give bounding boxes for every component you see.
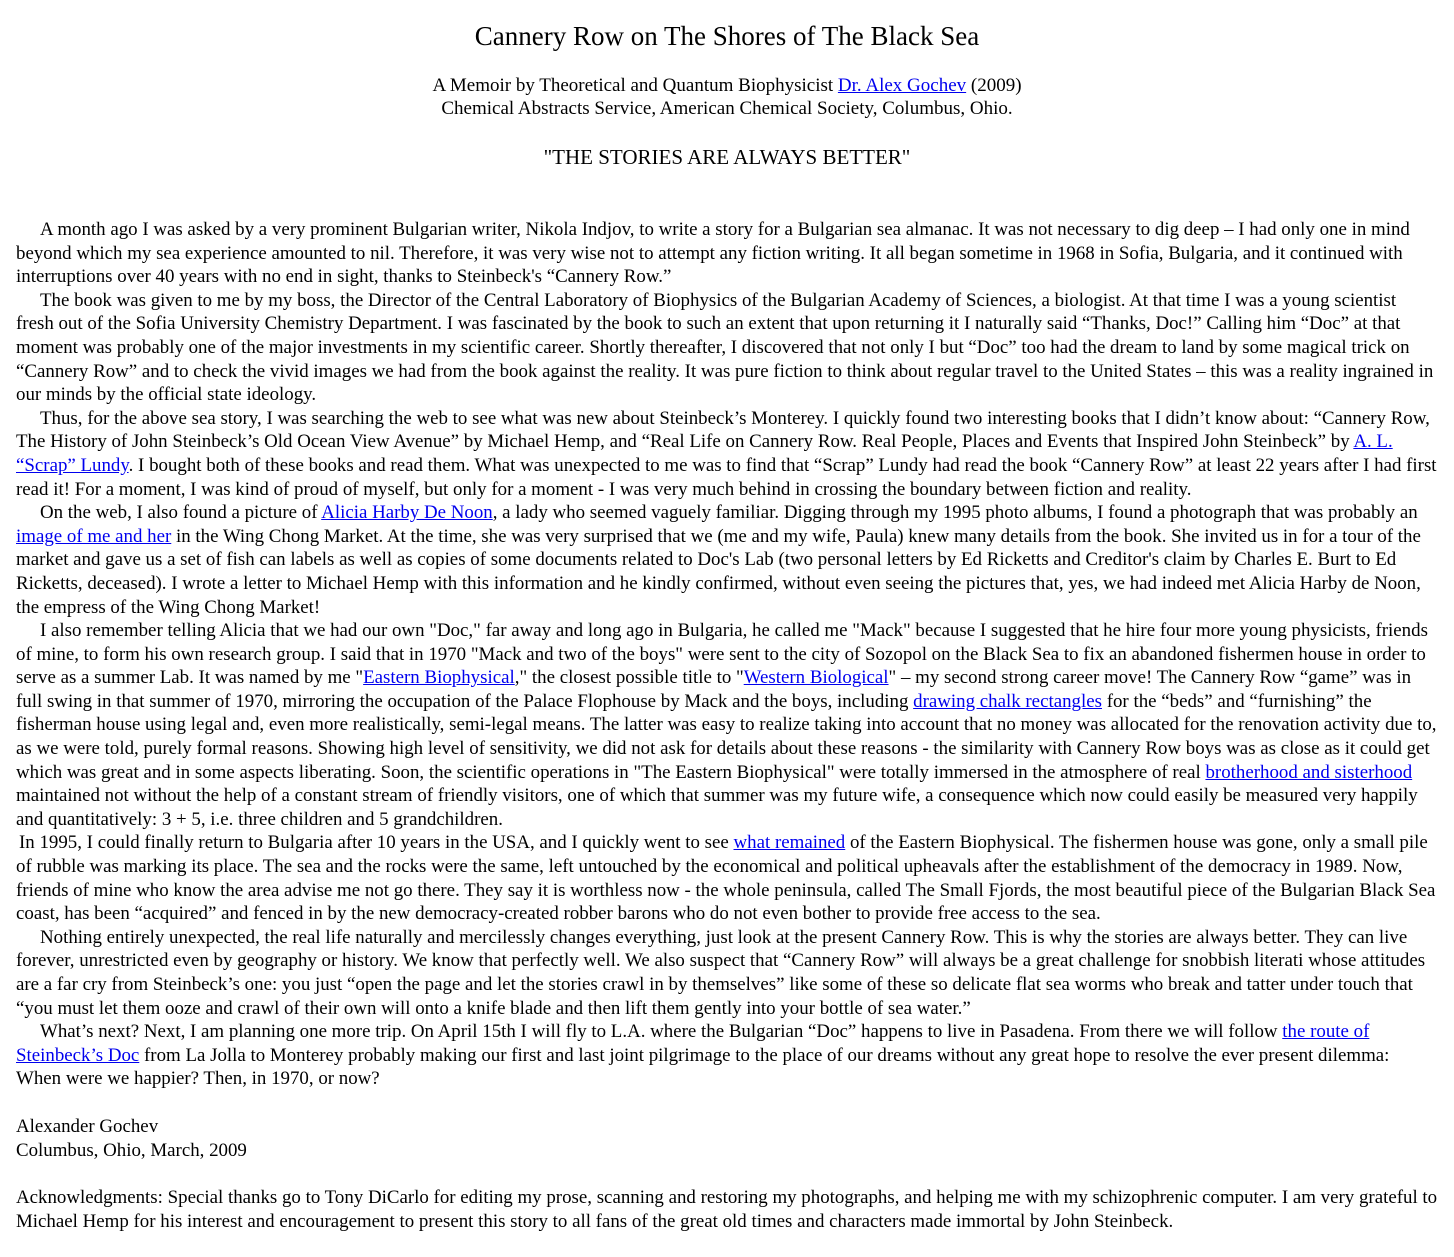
acknowledgments: Acknowledgments: Special thanks go to Tony DiCarlo for editing my prose, scanning and restoring my photographs, and helping me with my schizophrenic computer. I am very grateful to Michael Hemp for his interest and encouragement to present this story to all fans of the great old times and characters made immortal by John Steinbeck. (16, 1187, 1438, 1232)
memoir-byline (16, 74, 1438, 120)
paragraph-2: The book was given to me by my boss, the Director of the Central Laboratory of Biophysics of the Bulgarian Academy of Sciences, a biologist. At that time I was a young scientist fresh out of the Sofia University Chemistry Department. I was fascinated by the book to such an extent that upon returning it I naturally said “Thanks, Doc!” Calling him “Doc” at that moment was probably one of the major investments in my scientific career. Shortly thereafter, I discovered that not only I but “Doc” too had the dream to land by some magical trick on “Cannery Row” and to check the vivid images we had from the book against the reality. It was pure fiction to think about regular travel to the United States – this was a reality ingrained in our minds by the official state ideology. (16, 289, 1434, 406)
paragraph-8-text-a: What’s next? Next, I am planning one more trip. On April 15th I will fly to L.A. where the Bulgarian “Doc” happens to live in Pasadena. From there we will follow (40, 1021, 1283, 1043)
author-link[interactable]: Dr. Alex Gochev (837, 75, 967, 96)
paragraph-5-text-e: maintained not without the help of a constant stream of friendly visitors, one of which that summer was my future wife, a consequence which now could easily be measured very happily and quantitatively: 3 + 5, i.e. three children and 5 grandchildren. (16, 785, 1418, 830)
what-remained-link[interactable]: what remained (733, 832, 846, 854)
paragraph-5-text-b: ," the closest possible title to " (514, 667, 744, 689)
route-link[interactable]: the route of Steinbeck’s Doc (16, 1021, 1370, 1066)
paragraph-1: A month ago I was asked by a very prominent Bulgarian writer, Nikola Indjov, to write a story for a Bulgarian sea almanac. It was not necessary to dig deep – I had only one in mind beyond which my sea experience amounted to nil. Therefore, it was very wise not to attempt any fiction writing. It all began sometime in 1968 in Sofia, Bulgaria, and it continued with interruptions over 40 years with no end in sight, thanks to Steinbeck's “Cannery Row.” (16, 219, 1410, 288)
paragraph-4-text-a: On the web, I also found a picture of (40, 502, 322, 524)
paragraph-5 (16, 619, 1438, 831)
paragraph-6-text-a: In 1995, I could finally return to Bulgaria after 10 years in the USA, and I quickly went to see (19, 832, 734, 854)
memoir-body (16, 218, 1438, 1091)
byline-line (16, 74, 1438, 97)
paragraph-3-text-a: Thus, for the above sea story, I was searching the web to see what was new about Steinbeck’s Monterey. I quickly found two interesting books that I didn’t know about: “Cannery Row, The History of John Steinbeck’s Old Ocean View Avenue” by Michael Hemp, and “Real Life on Cannery Row. Real People, Places and Events that Inspired John Steinbeck” by (16, 407, 1430, 453)
paragraph-5-text-a: I also remember telling Alicia that we had our own "Doc," far away and long ago in Bulgaria, he called me "Mack" because I suggested that he hire four more young physicists, friends of mine, to form his own research group. I said that in 1970 "Mack and two of the boys" were sent to the city of Sozopol on the Black Sea to fix an abandoned fishermen house in order to serve as a summer Lab. It was named by me " (16, 620, 1428, 689)
paragraph-5-text-d: for the “beds” and “furnishing” the fisherman house using legal and, even more realistically, semi-legal means. The latter was easy to realize taking into account that no money was allocated for the renovation activity due to, as we were told, purely formal reasons. Showing high level of sensitivity, we did not ask for details about these reasons - the similarity with Cannery Row boys was as close as it could get which was great and in some aspects liberating. Soon, the scientific operations in "The Eastern Biophysical" were totally immersed in the atmosphere of real (16, 690, 1437, 783)
eastern-biophysical-link[interactable]: Eastern Biophysical (363, 667, 515, 689)
paragraph-7: Nothing entirely unexpected, the real life naturally and mercilessly changes everything, just look at the present Cannery Row. This is why the stories are always better. They can live forever, unrestricted even by geography or history. We know that perfectly well. We also suspect that “Cannery Row” will always be a great challenge for snobbish literati whose attitudes are a far cry from Steinbeck’s one: you just “open the page and let the stories crawl in by themselves” like some of these so delicate flat sea worms who break and tatter under touch that “you must let them ooze and crawl of their own will onto a knife blade and then lift them gently into your bottle of sea water.” (16, 926, 1426, 1019)
page-title: Cannery Row on The Shores of The Black Sea (474, 21, 980, 51)
alicia-link[interactable]: Alicia Harby De Noon (321, 502, 493, 524)
paragraph-4-text-c: in the Wing Chong Market. At the time, she was very surprised that we (me and my wife, Paula) knew many details from the book. She invited us in for a tour of the market and gave us a set of fish can labels as well as copies of some documents related to Doc's Lab (two personal letters by Ed Ricketts and Creditor's claim by Charles E. Burt to Ed Ricketts, deceased). I wrote a letter to Michael Hemp with this information and he kindly confirmed, without even seeing the pictures that, yes, we had indeed met Alicia Harby de Noon, the empress of the Wing Chong Market! (16, 525, 1421, 618)
paragraph-8 (16, 1020, 1438, 1091)
paragraph-4-text-b: , a lady who seemed vaguely familiar. Digging through my 1995 photo albums, I found a photograph that was probably an (492, 502, 1418, 524)
byline-year: (2009) (966, 75, 1022, 96)
image-me-and-her-link[interactable]: image of me and her (16, 525, 172, 547)
western-biological-link[interactable]: Western Biological (743, 667, 889, 689)
chalk-rectangles-link[interactable]: drawing chalk rectangles (913, 690, 1102, 712)
signature-block (16, 1115, 1438, 1162)
brotherhood-link[interactable]: brotherhood and sisterhood (1205, 761, 1413, 783)
signature-name: Alexander Gochev (16, 1115, 159, 1137)
signature-place-date: Columbus, Ohio, March, 2009 (16, 1139, 247, 1161)
affiliation: Chemical Abstracts Service, American Chemical Society, Columbus, Ohio. (441, 98, 1013, 119)
paragraph-8-text-b: from La Jolla to Monterey probably making our first and last joint pilgrimage to the place of our dreams without any great hope to resolve the ever present dilemma: When were we happier? Then, in 1970, or now? (16, 1044, 1390, 1090)
lundy-link[interactable]: A. L. “Scrap” Lundy (16, 431, 1393, 476)
paragraph-5-text-c: " – my second strong career move! The Cannery Row “game” was in full swing in that summer of 1970, mirroring the occupation of the Palace Flophouse by Mack and the boys, including (16, 667, 1412, 712)
paragraph-6-text-b: of the Eastern Biophysical. The fishermen house was gone, only a small pile of rubble was marking its place. The sea and the rocks were the same, left untouched by the economical and political upheavals after the establishment of the democracy in 1989. Now, friends of mine who know the area advise me not go there. They say it is worthless now - the whole peninsula, called The Small Fjords, the most beautiful piece of the Bulgarian Black Sea coast, has been “acquired” and fenced in by the new democracy-created robber barons who do not even bother to provide free access to the sea. (16, 832, 1436, 925)
paragraph-6 (16, 831, 1438, 925)
paragraph-4 (16, 501, 1438, 619)
paragraph-3 (16, 407, 1438, 501)
paragraph-3-text-b: . I bought both of these books and read them. What was unexpected to me was to find that “Scrap” Lundy had read the book “Cannery Row” at least 22 years after I had first read it! For a moment, I was kind of proud of myself, but only for a moment - I was very much behind in crossing the boundary between fiction and reality. (16, 454, 1437, 500)
byline-prefix: A Memoir by Theoretical and Quantum Biophysicist (432, 75, 838, 96)
motto-heading: "THE STORIES ARE ALWAYS BETTER" (543, 145, 911, 169)
